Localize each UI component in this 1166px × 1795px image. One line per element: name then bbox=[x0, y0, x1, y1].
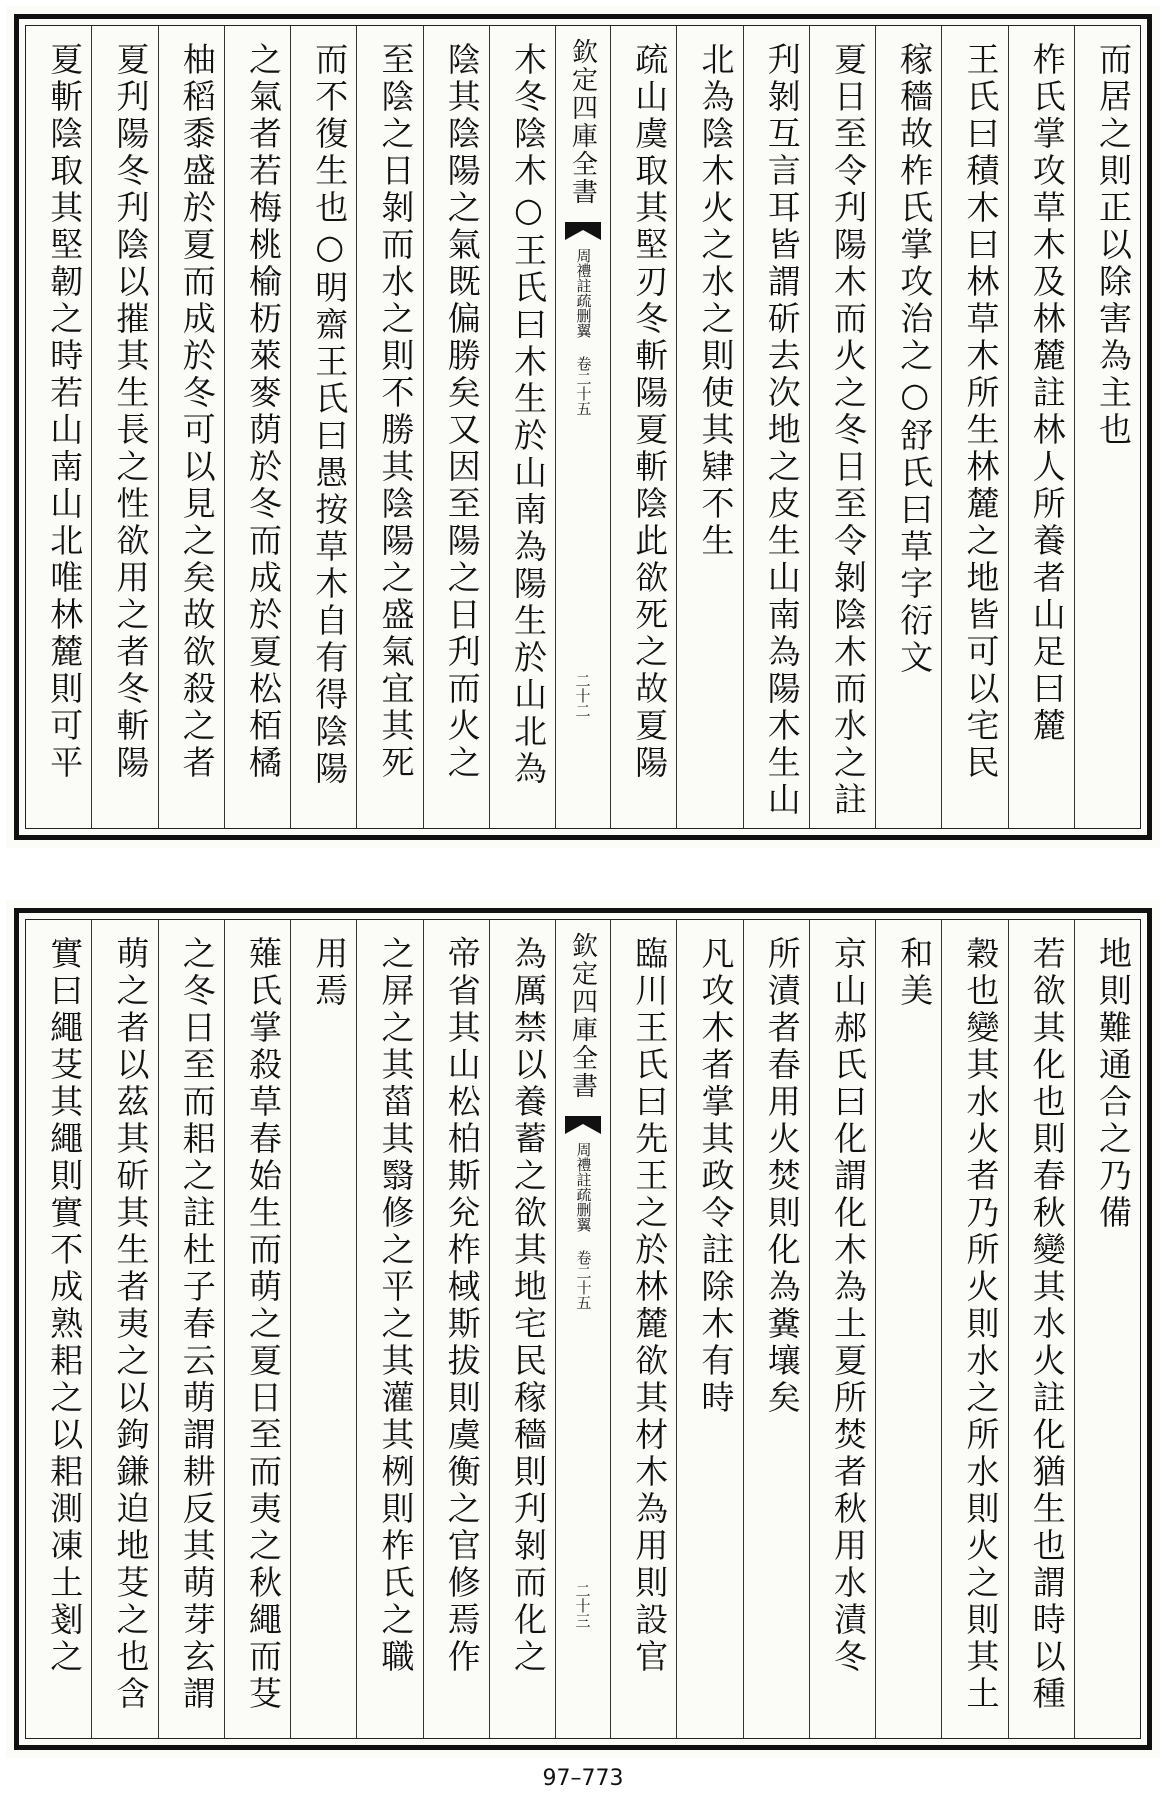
text-column: 柚稻黍盛於夏而成於冬可以見之矣故欲殺之者 bbox=[158, 26, 224, 828]
bottom-page-frame bbox=[14, 908, 1152, 1750]
text-column: 地則難通合之乃備 bbox=[1074, 920, 1140, 1738]
top-page bbox=[6, 6, 1160, 848]
text-column: 用焉 bbox=[290, 920, 356, 1738]
text-column: 實曰繩芟其繩則實不成熟耜之以耜測凍土剗之 bbox=[45, 936, 85, 1676]
text-column: 萌之者以茲其斫其生者夷之以鉤鎌迫地芟之也含 bbox=[91, 920, 157, 1738]
text-column: 之氣者若梅桃榆杤萊麥荫於冬而成於夏松栢橘 bbox=[224, 26, 290, 828]
leaf-number: 二十三 bbox=[573, 1583, 592, 1628]
text-column: 之冬日至而耜之註杜子春云萌謂耕反其萌芽玄謂 bbox=[158, 920, 224, 1738]
text-column: 臨川王氏曰先王之於林麓欲其材木為用則設官 bbox=[610, 920, 676, 1738]
text-column: 王氏曰積木曰林草木所生林麓之地皆可以宅民 bbox=[941, 26, 1007, 828]
text-column: 稼穡故柞氏掌攻治之○舒氏曰草字衍文 bbox=[875, 26, 941, 828]
text-column: 柞氏掌攻草木及林麓註林人所養者山足曰麓 bbox=[1008, 26, 1074, 828]
center-margin bbox=[555, 920, 610, 1738]
leaf-number: 二十二 bbox=[573, 673, 592, 718]
top-page-columns bbox=[25, 25, 1141, 829]
volume-note: 周禮註疏删翼 卷二十五 bbox=[574, 1142, 593, 1310]
text-column: 至陰之日剝而水之則不勝其陰陽之盛氣宜其死 bbox=[356, 26, 422, 828]
center-margin bbox=[555, 26, 610, 828]
text-column: 夏斬陰取其堅韌之時若山南山北唯林麓則可平 bbox=[45, 42, 85, 782]
text-column: 薙氏掌殺草春始生而萌之夏日至而夷之秋繩而芟 bbox=[224, 920, 290, 1738]
text-column: 而居之則正以除害為主也 bbox=[1074, 26, 1140, 828]
fish-tail-mark-icon bbox=[563, 1114, 603, 1136]
top-page-frame bbox=[14, 14, 1152, 840]
text-column: 夏刋陽冬刋陰以摧其生長之性欲用之者冬斬陽 bbox=[91, 26, 157, 828]
bottom-page-columns bbox=[25, 919, 1141, 1739]
text-column: 夏日至令刋陽木而火之冬日至令剝陰木而水之註 bbox=[809, 26, 875, 828]
fish-tail-mark-icon bbox=[563, 220, 603, 242]
text-column: 疏山虞取其堅刃冬斬陽夏斬陰此欲死之故夏陽 bbox=[610, 26, 676, 828]
book-title: 欽定四庫全書 bbox=[567, 38, 598, 206]
text-column: 北為陰木火之水之則使其肄不生 bbox=[676, 26, 742, 828]
text-column: 帝省其山松柏斯兊柞棫斯拔則虞衡之官修焉作 bbox=[423, 920, 489, 1738]
text-column: 凡攻木者掌其政令註除木有時 bbox=[676, 920, 742, 1738]
text-column: 木冬陰木○王氏曰木生於山南為陽生於山北為 bbox=[489, 26, 555, 828]
text-column: 若欲其化也則春秋變其水火註化猶生也謂時以種 bbox=[1008, 920, 1074, 1738]
volume-note: 周禮註疏删翼 卷二十五 bbox=[574, 248, 593, 416]
text-column: 陰其陰陽之氣既偏勝矣又因至陽之日刋而火之 bbox=[423, 26, 489, 828]
page-footer-number: 97–773 bbox=[542, 1766, 624, 1791]
text-column: 京山郝氏曰化謂化木為土夏所焚者秋用水漬冬 bbox=[809, 920, 875, 1738]
text-column: 刋剝互言耳皆謂斫去次地之皮生山南為陽木生山 bbox=[743, 26, 809, 828]
text-column: 和美 bbox=[875, 920, 941, 1738]
text-column: 為厲禁以養蓄之欲其地宅民稼穡則刋剝而化之 bbox=[489, 920, 555, 1738]
text-column: 穀也變其水火者乃所火則水之所水則火之則其土 bbox=[941, 920, 1007, 1738]
text-column: 之屏之其菑其翳修之平之其灌其栵則柞氏之職 bbox=[356, 920, 422, 1738]
bottom-page bbox=[6, 900, 1160, 1758]
text-column: 所漬者春用火焚則化為糞壤矣 bbox=[743, 920, 809, 1738]
book-title: 欽定四庫全書 bbox=[567, 932, 598, 1100]
text-column: 而不復生也○明齋王氏曰愚按草木自有得陰陽 bbox=[290, 26, 356, 828]
